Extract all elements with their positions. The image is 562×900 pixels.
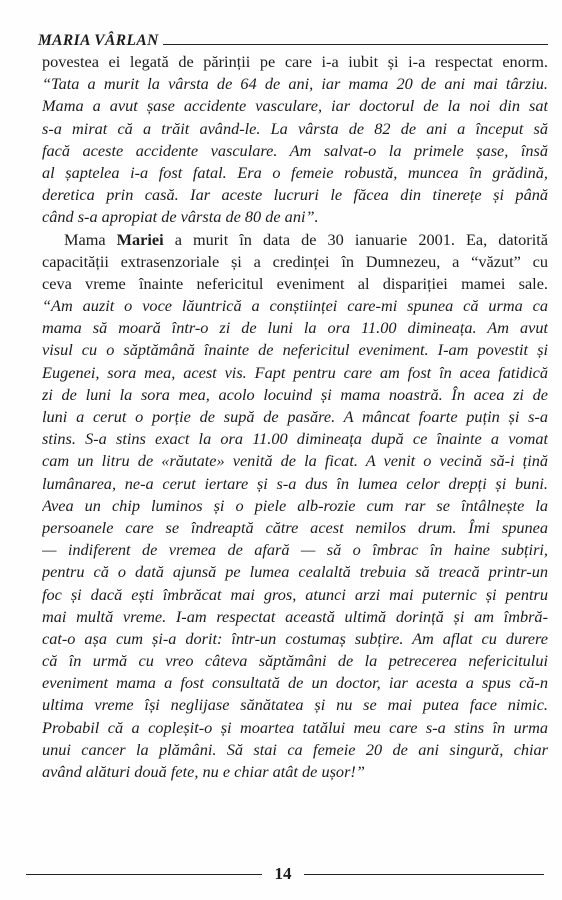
text-line: mama să moară într-o zi de luni la ora 11.00 dimineața. Am avut	[42, 318, 548, 338]
text-line: visul cu o săptămână înainte de nefericitul eveniment. I-am povestit și	[42, 340, 548, 360]
text-line: având alături două fete, nu e chiar atât de ușor!”	[42, 762, 365, 781]
bold-name: Mariei	[116, 229, 164, 249]
body-text	[42, 51, 548, 783]
text-line: Eugenei, sora mea, acest vis. Fapt pentru care am fost în acea fatidică	[42, 362, 548, 382]
text-span: Mama	[64, 229, 117, 249]
page-footer	[0, 862, 562, 886]
text-line: cam un litru de «răutate» venită de la ficat. A venit o vecină să-i țină	[42, 451, 548, 471]
header-author: MARIA VÂRLAN	[38, 31, 159, 49]
text-line: unui cancer la plămâni. Să stai ca femeie 20 de ani singură, chiar	[42, 739, 548, 759]
text-line: cat-o așa cum și-a dorit: într-un costumaș subțire. Am aflat cu durere	[42, 628, 548, 648]
text-line: povestea ei legată de părinții pe care i-a iubit și i-a respectat enorm.	[42, 52, 548, 71]
footer-rule-left	[26, 874, 262, 875]
text-line: al șaptelea i-a fost fatal. Era o femeie robustă, muncea în grădină,	[42, 162, 548, 182]
text-line: luni a cerut o porție de supă de pasăre. A mâncat foarte puțin și s-a	[42, 407, 548, 426]
text-line: eveniment mama a fost consultată de un doctor, iar acesta a spus că-n	[42, 673, 548, 693]
text-line: “Am auzit o voce lăuntrică a conștiinței care-mi spunea că urma ca	[42, 296, 548, 316]
text-line: pentru că o dată ajunsă pe lumea cealaltă trebuia să treacă printr-un	[42, 562, 548, 582]
text-line: s-a mirat că a trăit având-le. La vârsta de 82 de ani a început să	[42, 118, 548, 138]
text-line: zi de luni la sora mea, acolo locuind și mama noastră. În acea zi de	[42, 384, 548, 404]
text-line: când s-a apropiat de vârsta de 80 de ani”.	[42, 207, 319, 227]
text-line: capacității extrasenzoriale și a credinței în Dumnezeu, a “văzut” cu	[42, 251, 548, 271]
text-line: — indiferent de vremea de afară — să o îmbrac în haine subțiri,	[42, 540, 548, 560]
header-rule	[163, 44, 548, 45]
page-number: 14	[274, 864, 292, 883]
text-line: ultima vreme își neglijase sănătatea și nu se mai putea face nimic.	[42, 695, 548, 715]
text-line: Mama a avut șase accidente vasculare, iar doctorul de la noi din sat	[42, 96, 548, 116]
text-line: mai multă vreme. I-am respectat această ultimă dorință și am îmbră-	[42, 606, 548, 626]
text-line: persoanele care se îndreaptă către acest nemilos drum. Îmi spunea	[42, 517, 548, 537]
text-line: Avea un chip luminos și o piele alb-rozie cum rar se întâlnește la	[42, 495, 548, 515]
text-span: a murit în data de 30 ianuarie 2001. Ea, datorită	[163, 229, 548, 249]
text-line: “Tata a murit la vârsta de 64 de ani, iar mama 20 de ani mai târziu.	[42, 74, 548, 94]
text-line: că în urmă cu vreo câteva săptămâni de la petrecerea nefericitului	[42, 651, 548, 671]
text-line: stins. S-a stins exact la ora 11.00 dimineața după ce înainte a vomat	[42, 429, 548, 449]
text-line: deretica prin casă. Iar aceste lucruri le făcea din tinerețe și până	[42, 185, 548, 205]
running-header	[38, 26, 548, 48]
text-line: foc și dacă ești îmbrăcat mai gros, atunci arzi mai puternic și pentru	[42, 584, 548, 604]
text-line: lumânarea, ne-a cerut iertare și s-a dus în lumea celor drepți și buni.	[42, 473, 548, 493]
text-line: Probabil că a copleșit-o și moartea tatălui meu care s-a stins în urma	[42, 717, 548, 737]
text-line	[42, 229, 548, 251]
footer-rule-right	[304, 874, 544, 875]
text-line: facă aceste accidente vasculare. Am salvat-o la primele șase, însă	[42, 140, 548, 160]
text-line: ceva vreme înainte nefericitul eveniment al dispariției mamei sale.	[42, 273, 548, 293]
